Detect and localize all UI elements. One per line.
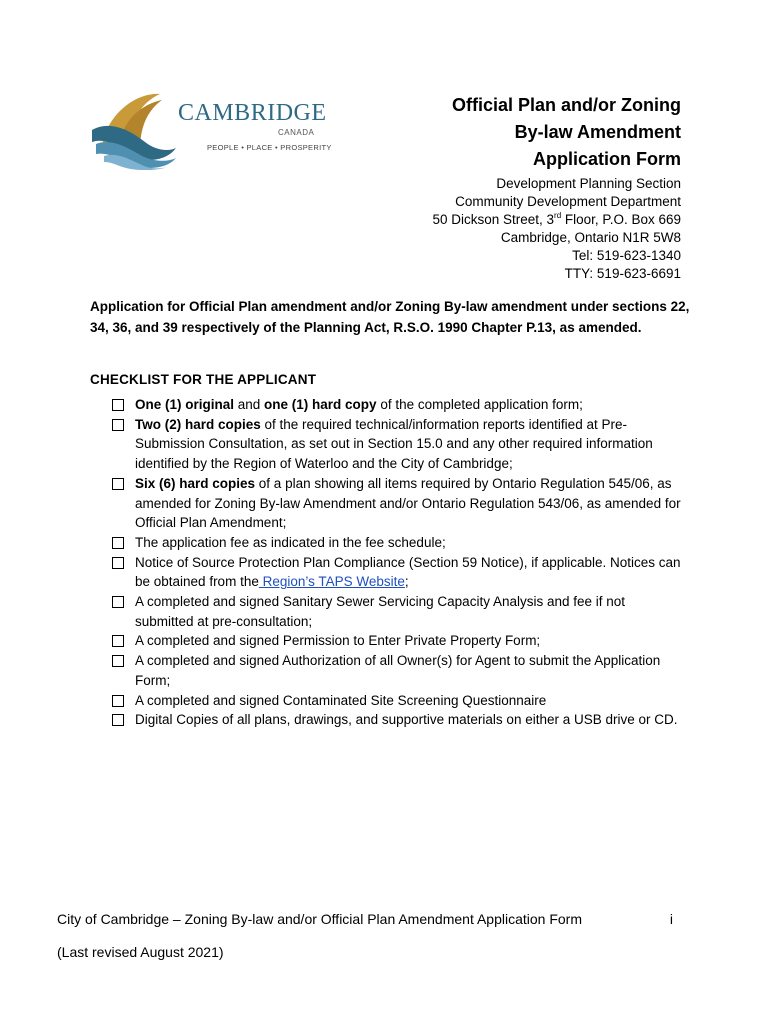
checklist-item-5 [112, 553, 682, 592]
checklist-item-3 [112, 474, 682, 533]
checkbox[interactable] [112, 419, 124, 431]
last-revised: (Last revised August 2021) [57, 944, 224, 960]
checkbox[interactable] [112, 635, 124, 647]
page-number: i [669, 911, 673, 927]
intro-paragraph: Application for Official Plan amendment and/or Zoning By-law amendment under sections 22, 34, 36, and 39 respectively of the Planning Act, R.S.O. 1990 Chapter P.13, as amended. [90, 299, 690, 335]
checklist-item-6 [112, 592, 682, 631]
item-text: of a plan showing all items required by Ontario Regulation 545/06, as amended for Zoning By-law Amendment and/or Ontario Regulation 543/06, as amended for Official Plan Amendment; [135, 475, 681, 531]
street-post: Floor, P.O. Box 669 [561, 212, 681, 227]
checklist-item-4 [112, 533, 682, 553]
checkbox[interactable] [112, 537, 124, 549]
checkbox[interactable] [112, 695, 124, 707]
title-line-3: Application Form [533, 149, 681, 169]
document-title [341, 92, 681, 173]
title-line-1: Official Plan and/or Zoning [451, 95, 681, 115]
address-street [341, 211, 681, 229]
item-bold: Two (2) hard copies [135, 416, 261, 432]
item-text: of the completed application form; [376, 397, 583, 412]
item-text: A completed and signed Permission to Enter Private Property Form; [135, 633, 541, 649]
checklist-item-2 [112, 415, 682, 474]
item-text: of the required technical/information reports identified at Pre-Submission Consultation, as set out in Section 15.0 and any other required information identified by the Region of Waterloo and the City of Cambridge; [135, 416, 653, 472]
address-department: Community Development Department [455, 194, 681, 209]
checklist-item-10 [112, 710, 682, 730]
address-tty: TTY: 519-623-6691 [564, 266, 681, 281]
checkbox[interactable] [112, 399, 124, 411]
address-section: Development Planning Section [496, 176, 681, 191]
street-sup: rd [554, 210, 562, 220]
checkbox[interactable] [112, 478, 124, 490]
address-tel: Tel: 519-623-1340 [572, 248, 681, 263]
checklist-item-7 [112, 631, 682, 651]
logo-subtitle: CANADA [278, 128, 315, 137]
address-block [341, 175, 681, 283]
logo-tagline: PEOPLE • PLACE • PROSPERITY [207, 143, 332, 152]
page-footer [57, 911, 677, 927]
checklist-item-8 [112, 651, 682, 690]
item-text: ; [404, 574, 409, 590]
checkbox[interactable] [112, 557, 124, 569]
checkbox[interactable] [112, 714, 124, 726]
checklist-item-9 [112, 691, 682, 711]
item-text: The application fee as indicated in the fee schedule; [135, 534, 446, 550]
item-bold: One (1) original [135, 397, 235, 412]
checklist-item-1 [112, 395, 682, 415]
street-pre: 50 Dickson Street, 3 [432, 212, 555, 227]
item-text: Notice of Source Protection Plan Compliance (Section 59 Notice), if applicable. Notices can be obtained from the [135, 554, 681, 590]
item-text: and [234, 397, 265, 412]
checkbox[interactable] [112, 655, 124, 667]
logo-wordmark: CAMBRIDGE [178, 100, 327, 126]
checklist [112, 395, 682, 730]
address-city: Cambridge, Ontario N1R 5W8 [500, 230, 681, 245]
item-bold: one (1) hard copy [264, 397, 377, 412]
taps-website-link[interactable]: Region’s TAPS Website [258, 574, 405, 590]
checkbox[interactable] [112, 596, 124, 608]
item-text: A completed and signed Sanitary Sewer Servicing Capacity Analysis and fee if not submitted at pre-consultation; [135, 594, 626, 629]
item-text: A completed and signed Authorization of all Owner(s) for Agent to submit the Application Form; [135, 653, 661, 688]
checklist-heading: CHECKLIST FOR THE APPLICANT [90, 372, 317, 387]
item-text: A completed and signed Contaminated Site Screening Questionnaire [135, 692, 547, 708]
title-line-2: By-law Amendment [514, 122, 681, 142]
footer-text: City of Cambridge – Zoning By-law and/or Official Plan Amendment Application Form [57, 911, 582, 927]
item-bold: Six (6) hard copies [135, 475, 256, 491]
item-text: Digital Copies of all plans, drawings, and supportive materials on either a USB drive or CD. [135, 712, 678, 728]
